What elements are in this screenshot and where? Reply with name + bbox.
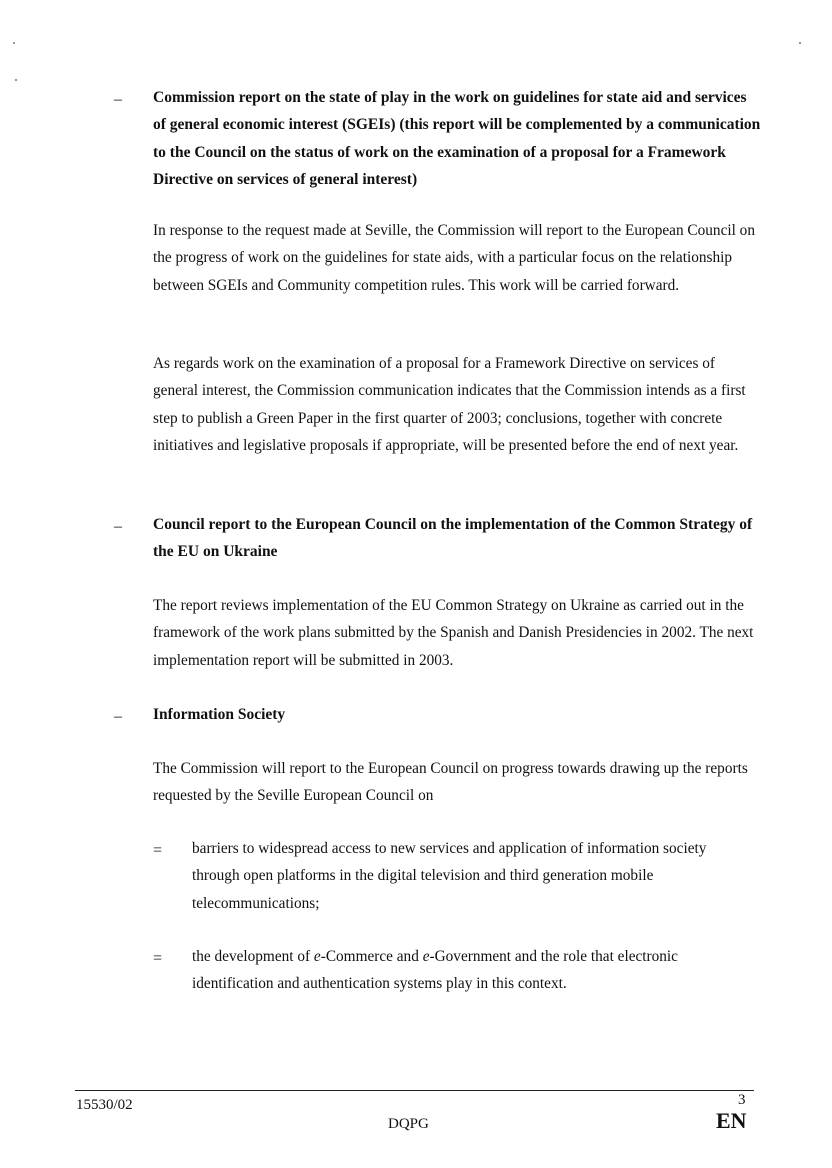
footer-page-number: 3 xyxy=(738,1092,746,1108)
footer-doc-number: 15530/02 xyxy=(76,1097,133,1113)
section-bullet: – xyxy=(114,708,122,725)
scan-speck xyxy=(799,42,801,44)
section-bullet: – xyxy=(114,518,122,535)
paragraph-information-society: The Commission will report to the European Council on progress towards drawing up the reports requested by the Seville European Council on xyxy=(153,760,748,805)
footer-unit: DQPG xyxy=(388,1116,429,1132)
footer-language: EN xyxy=(716,1108,747,1133)
subitem-bullet: = xyxy=(153,950,163,967)
section-bullet: – xyxy=(114,91,122,108)
footer-rule xyxy=(75,1090,754,1091)
scan-speck xyxy=(15,79,17,81)
paragraph-ukraine-report: The report reviews implementation of the EU Common Strategy on Ukraine as carried out in the framework of the work plans submitted by the Spanish and Danish Presidencies in 2002. The next implementation report will be submitted in 2003. xyxy=(153,597,754,669)
scan-speck xyxy=(13,42,15,44)
paragraph-seville-response: In response to the request made at Seville, the Commission will report to the European Council on the progress of work on the guidelines for state aids, with a particular focus on the relationship between SGEIs and Community competition rules. This work will be carried forward. xyxy=(153,222,755,294)
paragraph-framework-directive: As regards work on the examination of a proposal for a Framework Directive on services of general interest, the Commission communication indicates that the Commission intends as a first step to publish a Green Paper in the first quarter of 2003; conclusions, together with concrete initiatives and legislative proposals if appropriate, will be presented before the end of next year. xyxy=(153,355,746,454)
subitem-ecommerce: the development of e-Commerce and e-Government and the role that electronic identification and authentication systems play in this context. xyxy=(192,948,678,993)
section-heading-information-society: Information Society xyxy=(153,706,286,723)
section-heading-state-aid: Commission report on the state of play in the work on guidelines for state aid and services of general economic interest (SGEIs) (this report will be complemented by a communication to the Council on the status of work on the examination of a proposal for a Framework Directive on services of general interest) xyxy=(153,89,761,188)
section-heading-ukraine: Council report to the European Council on the implementation of the Common Strategy of the EU on Ukraine xyxy=(153,516,753,561)
subitem-bullet: = xyxy=(153,842,163,859)
subitem-barriers: barriers to widespread access to new services and application of information society through open platforms in the digital television and third generation mobile telecommunications; xyxy=(192,840,707,912)
